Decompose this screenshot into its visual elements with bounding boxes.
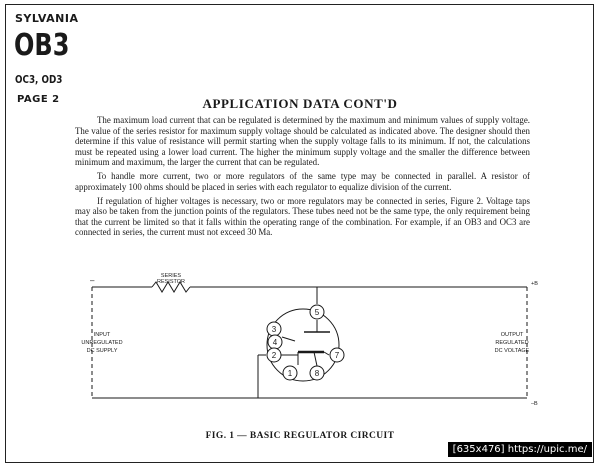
output-plus-label: +B	[531, 281, 538, 287]
pin-label: 5	[314, 308, 320, 317]
pin-label: 2	[271, 351, 277, 360]
paragraph: The maximum load current that can be regulated is determined by the maximum and minimum values of supply voltage. The value of the series resistor for maximum supply voltage should be calculated as indicated above. The designer should then determine if this value of resistance will permit starting when the supply voltage falls to its minimum. If not, the calculations must be repeated using a lower load current. The higher the minimum supply voltage and the smaller the difference between minimum and maximum, the larger the current that can be regulated.	[75, 115, 530, 167]
section-heading: APPLICATION DATA CONT'D	[202, 96, 398, 111]
input-label: DC SUPPLY	[86, 348, 118, 354]
input-label: UNREGULATED	[81, 340, 123, 346]
pin-label: 3	[271, 325, 277, 334]
output-label: REGULATED	[495, 340, 529, 346]
paragraph: If regulation of higher voltages is necessary, two or more regulators may be connected in series, Figure 2. Voltage taps may also be taken from the junction points of the regulators. These tubes need not be the same type, the only requirement being that the current be limited so that it falls within the operating range of the combination. For example, if an OB3 and OC3 are connected in series, the current must not exceed 30 Ma.	[75, 195, 530, 237]
pin-label: 1	[287, 369, 293, 378]
resistor-label: SERIES	[160, 273, 182, 279]
tube-type: OB3	[14, 28, 70, 63]
resistor-label: RESISTOR	[156, 279, 186, 285]
figure-caption: FIG. 1 — BASIC REGULATOR CIRCUIT	[205, 431, 395, 441]
input-label: INPUT	[93, 332, 111, 338]
wire	[314, 352, 317, 366]
pin-label: 4	[272, 338, 278, 347]
output-label: OUTPUT	[500, 332, 524, 338]
related-tube-types: OC3, OD3	[15, 73, 63, 86]
paragraph: To handle more current, two or more regulators of the same type may be connected in parallel. A resistor of approximately 100 ohms should be placed in series with each regulator to equalize division of the current.	[75, 171, 530, 192]
wire	[282, 337, 295, 341]
pin-label: 7	[334, 351, 340, 360]
output-label: DC VOLTAGE	[494, 348, 530, 354]
wire	[324, 352, 329, 355]
pin-label: 8	[314, 369, 320, 378]
brand-name: SYLVANIA	[15, 12, 79, 25]
input-minus-label: –	[90, 276, 95, 285]
watermark: [635x476] https://upic.me/	[448, 442, 592, 457]
page-number: PAGE 2	[17, 94, 60, 105]
output-minus-label: –B	[531, 401, 538, 407]
